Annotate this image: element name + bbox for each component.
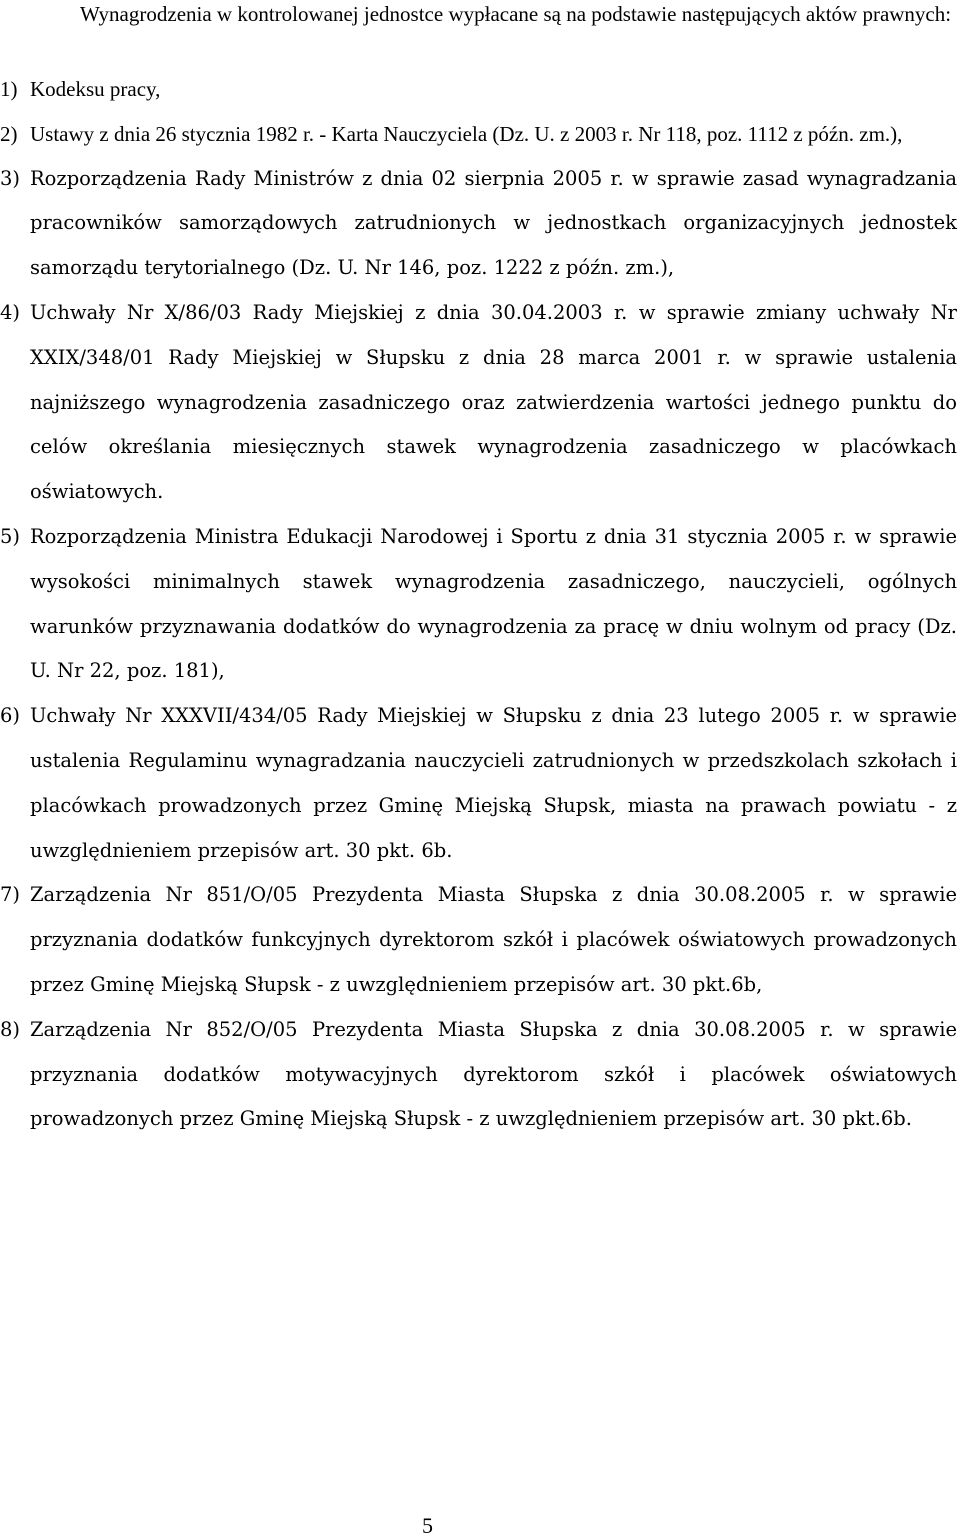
list-item-number: 6) xyxy=(0,704,21,728)
list-item-text-part: Rozporządzenia Rady Ministrów z dnia 02 sierpnia 2005 r. xyxy=(30,166,624,190)
list-item-text: Zarządzenia Nr 851/O/05 Prezydenta Miasta Słupska z dnia 30.08.2005 r. w sprawie przyznania dodatków funkcyjnych dyrektorom szkół i placówek oświatowych prowadzonych przez Gminę Miejską Słupsk - z uwzględnieniem przepisów art. 30 pkt.6b, xyxy=(30,883,957,996)
list-item-number: 5) xyxy=(0,524,21,548)
list-item-text-part: Uchwały Nr X/86/03 Rady Miejskiej z dnia 30.04.2003 r. xyxy=(30,300,628,324)
list-item-number: 1) xyxy=(0,77,18,101)
list-item-number: 4) xyxy=(0,300,21,324)
list-item xyxy=(0,873,957,1007)
list-item-text: Kodeksu pracy, xyxy=(30,77,161,101)
list-item-number: 7) xyxy=(0,883,21,907)
legal-acts-list xyxy=(0,67,957,1142)
list-item-text: Zarządzenia Nr 852/O/05 Prezydenta Miasta Słupska z dnia 30.08.2005 r. w sprawie przyznania dodatków motywacyjnych dyrektorom szkół i placówek oświatowych prowadzonych przez Gminę Miejską Słupsk - z uwzględnieniem przepisów art. 30 pkt.6b. xyxy=(30,1017,957,1131)
page-number: 5 xyxy=(422,1513,433,1538)
intro-paragraph: Wynagrodzenia w kontrolowanej jednostce wypłacane są na podstawie następujących aktów prawnych: xyxy=(80,2,952,26)
list-item-number: 2) xyxy=(0,121,18,146)
list-item-text: Ustawy z dnia 26 stycznia 1982 r. - Karta Nauczyciela (Dz. U. z 2003 r. Nr 118, poz. 1112 z późn. zm.), xyxy=(30,121,903,146)
list-item-text: Uchwały Nr XXXVII/434/05 Rady Miejskiej w Słupsku z dnia 23 lutego 2005 r. w sprawie ustalenia Regulaminu wynagradzania nauczycieli zatrudnionych w przedszkolach szkołach i placówkach prowadzonych przez Gminę Miejską Słupsk, miasta na prawach powiatu - z uwzględnieniem przepisów art. 30 pkt. 6b. xyxy=(30,704,957,862)
list-item-number: 3) xyxy=(0,166,21,190)
list-item xyxy=(0,291,957,515)
list-item-number: 8) xyxy=(0,1017,21,1041)
list-item xyxy=(0,112,957,157)
list-item xyxy=(0,157,957,291)
list-item xyxy=(0,67,957,112)
list-item-text-part: w sprawie zasad wynagradzania pracowników samorządowych zatrudnionych w jednostkach organizacyjnych jednostek samorządu terytorialnego (Dz. U. Nr 146, poz. 1222 z późn. zm.), xyxy=(30,166,958,280)
list-item xyxy=(0,1008,957,1142)
list-item xyxy=(0,694,957,873)
list-item xyxy=(0,515,957,694)
list-item-text-part: w sprawie zmiany uchwały Nr XXIX/348/01 Rady Miejskiej w Słupsku z dnia 28 marca 2001 r. w sprawie ustalenia najniższego wynagrodzenia zasadniczego oraz zatwierdzenia wartości jednego punktu do celów określania miesięcznych stawek wynagrodzenia zasadniczego w placówkach oświatowych. xyxy=(30,300,957,504)
list-item-text: Rozporządzenia Ministra Edukacji Narodowej i Sportu z dnia 31 stycznia 2005 r. w sprawie wysokości minimalnych stawek wynagrodzenia zasadniczego, nauczycieli, ogólnych warunków przyznawania dodatków do wynagrodzenia za pracę w dniu wolnym od pracy (Dz. U. Nr 22, poz. 181), xyxy=(30,524,957,683)
